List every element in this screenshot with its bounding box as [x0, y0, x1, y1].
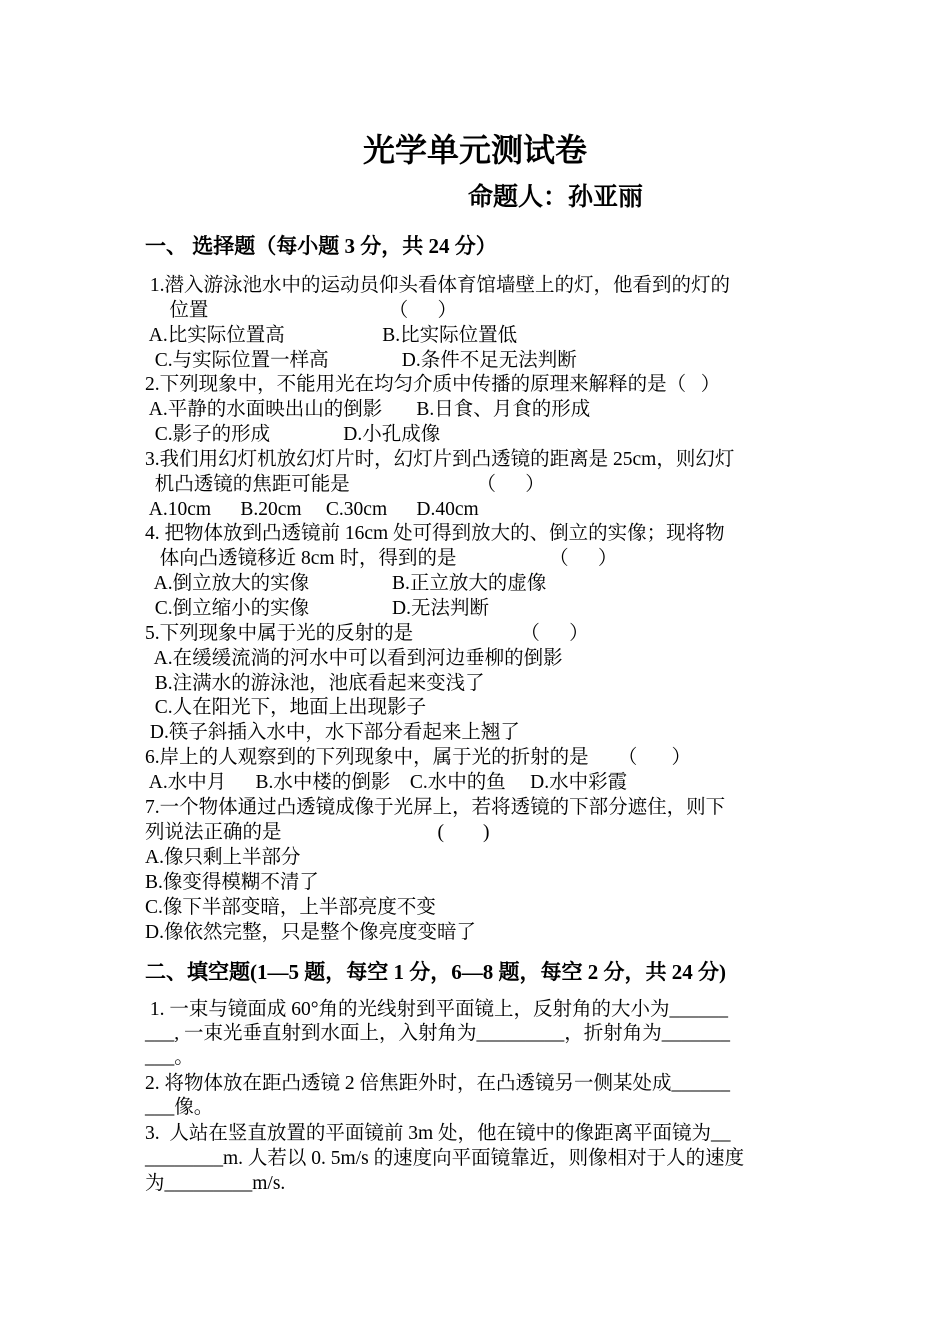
question-line: 1. 一束与镜面成 60°角的光线射到平面镜上，反射角的大小为______ — [145, 999, 729, 1020]
question-line: C.与实际位置一样高 D.条件不足无法判断 — [145, 350, 577, 371]
author-line: 命题人：孙亚丽 — [468, 184, 644, 211]
question-line: C.像下半部变暗，上半部亮度不变 — [145, 897, 436, 918]
question-line: 列说法正确的是 ( ) — [145, 822, 490, 843]
question-line: C.影子的形成 D.小孔成像 — [145, 424, 441, 445]
question-line: 位置 （ ） — [145, 300, 458, 321]
section-heading-choice: 一、 选择题（每小题 3 分，共 24 分） — [145, 234, 497, 258]
question-line: 6.岸上的人观察到的下列现象中，属于光的折射的是 （ ） — [145, 747, 692, 768]
question-line: 7.一个物体通过凸透镜成像于光屏上，若将透镜的下部分遮住，则下 — [145, 797, 726, 818]
question-line: 1.潜入游泳池水中的运动员仰头看体育馆墙壁上的灯，他看到的灯的 — [145, 275, 731, 296]
question-line: ___。 — [145, 1047, 194, 1068]
question-line: A.水中月 B.水中楼的倒影 C.水中的鱼 D.水中彩霞 — [145, 772, 628, 793]
question-line: 机凸透镜的焦距可能是 （ ） — [145, 474, 545, 495]
question-line: A.在缓缓流淌的河水中可以看到河边垂柳的倒影 — [145, 648, 563, 669]
question-line: A.10cm B.20cm C.30cm D.40cm — [145, 499, 479, 520]
question-line: B.像变得模糊不清了 — [145, 872, 319, 893]
question-line: A.比实际位置高 B.比实际位置低 — [145, 325, 518, 346]
question-line: ________m. 人若以 0. 5m/s 的速度向平面镜靠近，则像相对于人的速度 — [145, 1148, 745, 1169]
question-line: C.人在阳光下，地面上出现影子 — [145, 697, 427, 718]
question-line: 2.下列现象中，不能用光在均匀介质中传播的原理来解释的是（ ） — [145, 374, 721, 395]
question-line: ___像。 — [145, 1097, 214, 1118]
question-line: C.倒立缩小的实像 D.无法判断 — [145, 598, 489, 619]
question-line: D.筷子斜插入水中，水下部分看起来上翘了 — [145, 722, 520, 743]
question-line: 4. 把物体放到凸透镜前 16cm 处可得到放大的、倒立的实像；现将物 — [145, 523, 725, 544]
question-line: 5.下列现象中属于光的反射的是 （ ） — [145, 623, 589, 644]
question-line: B.注满水的游泳池，池底看起来变浅了 — [145, 673, 485, 694]
question-line: 3. 人站在竖直放置的平面镜前 3m 处，他在镜中的像距离平面镜为__ — [145, 1123, 731, 1144]
page-title: 光学单元测试卷 — [362, 132, 587, 168]
section-heading-fill: 二、填空题(1—5 题，每空 1 分，6—8 题，每空 2 分，共 24 分) — [145, 960, 726, 984]
question-line: 为_________m/s. — [145, 1173, 286, 1194]
question-line: D.像依然完整，只是整个像亮度变暗了 — [145, 922, 476, 943]
question-line: ___, 一束光垂直射到水面上，入射角为_________，折射角为_______ — [145, 1023, 731, 1044]
question-line: 体向凸透镜移近 8cm 时，得到的是 （ ） — [145, 548, 618, 569]
question-line: 2. 将物体放在距凸透镜 2 倍焦距外时，在凸透镜另一侧某处成______ — [145, 1073, 731, 1094]
question-line: A.平静的水面映出山的倒影 B.日食、月食的形成 — [145, 399, 591, 420]
question-line: 3.我们用幻灯机放幻灯片时，幻灯片到凸透镜的距离是 25cm，则幻灯 — [145, 449, 735, 470]
question-line: A.倒立放大的实像 B.正立放大的虚像 — [145, 573, 547, 594]
question-line: A.像只剩上半部分 — [145, 847, 301, 868]
